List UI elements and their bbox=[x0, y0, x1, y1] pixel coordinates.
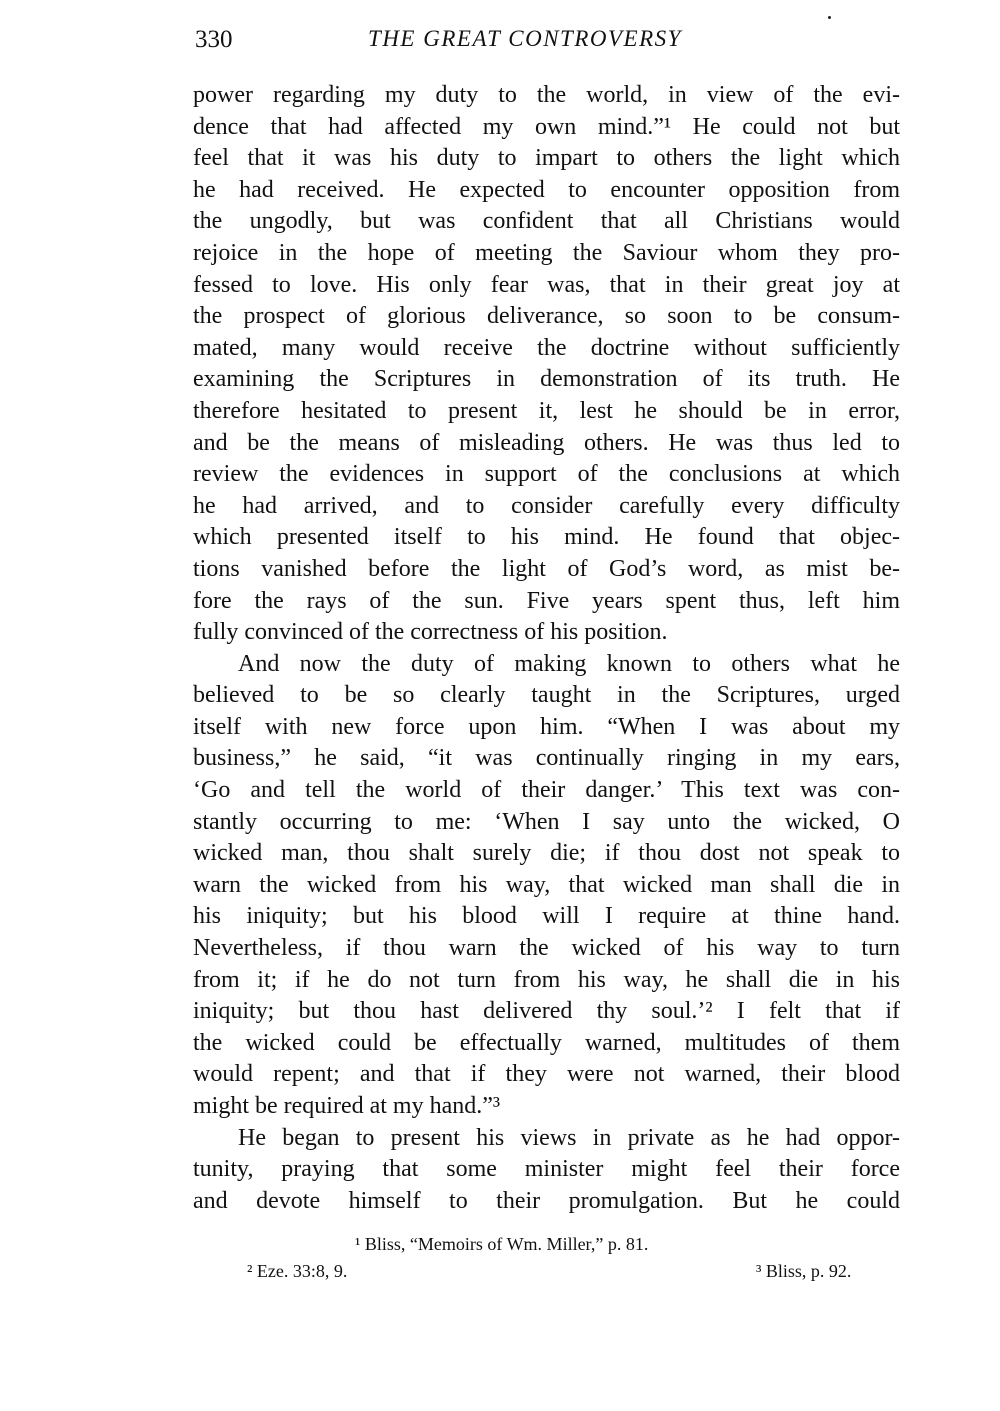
text-line: wicked man, thou shalt surely die; if thou dost not speak to bbox=[193, 840, 900, 867]
text-line: believed to be so clearly taught in the Scriptures, urged bbox=[193, 682, 900, 709]
text-line: rejoice in the hope of meeting the Saviour whom they pro- bbox=[193, 239, 900, 266]
running-title: THE GREAT CONTROVERSY bbox=[368, 26, 682, 51]
text-line: therefore hesitated to present it, lest he should be in error, bbox=[193, 397, 900, 424]
text-line: which presented itself to his mind. He found that objec- bbox=[193, 524, 900, 551]
text-line: the ungodly, but was confident that all Christians would bbox=[193, 208, 900, 235]
page-number: 330 bbox=[195, 26, 233, 53]
text-line: feel that it was his duty to impart to others the light which bbox=[193, 145, 900, 172]
text-line: he had received. He expected to encounter opposition from bbox=[193, 176, 900, 203]
text-line: his iniquity; but his blood will I require at thine hand. bbox=[193, 903, 900, 930]
text-line: he had arrived, and to consider carefully every difficulty bbox=[193, 492, 900, 519]
text-line: power regarding my duty to the world, in view of the evi- bbox=[193, 82, 900, 108]
text-line: dence that had affected my own mind.”¹ He could not but bbox=[193, 113, 900, 140]
paragraph bbox=[193, 1123, 900, 1218]
text-line: stantly occurring to me: ‘When I say unto the wicked, O bbox=[193, 808, 900, 835]
text-line: tions vanished before the light of God’s word, as mist be- bbox=[193, 555, 900, 582]
footnote-3: ³ Bliss, p. 92. bbox=[756, 1261, 852, 1281]
text-line: fully convinced of the correctness of his position. bbox=[193, 619, 668, 646]
text-line: mated, many would receive the doctrine without sufficiently bbox=[193, 334, 900, 361]
footnote-1: ¹ Bliss, “Memoirs of Wm. Miller,” p. 81. bbox=[355, 1234, 649, 1254]
text-line: the wicked could be effectually warned, multitudes of them bbox=[193, 1029, 900, 1056]
text-line: itself with new force upon him. “When I was about my bbox=[193, 713, 900, 740]
text-line: And now the duty of making known to others what he bbox=[238, 650, 900, 677]
text-line: and devote himself to their promulgation. But he could bbox=[193, 1187, 900, 1214]
body-text bbox=[193, 80, 900, 1217]
scan-speck bbox=[828, 16, 831, 19]
text-line: Nevertheless, if thou warn the wicked of his way to turn bbox=[193, 935, 900, 962]
text-line: would repent; and that if they were not warned, their blood bbox=[193, 1061, 900, 1088]
text-line: review the evidences in support of the conclusions at which bbox=[193, 461, 900, 488]
footnote-2: ² Eze. 33:8, 9. bbox=[247, 1261, 348, 1281]
text-line: He began to present his views in private as he had oppor- bbox=[238, 1124, 900, 1151]
text-line: fore the rays of the sun. Five years spent thus, left him bbox=[193, 587, 900, 614]
text-line: warn the wicked from his way, that wicked man shall die in bbox=[193, 871, 900, 898]
paragraph bbox=[193, 80, 900, 649]
text-line: might be required at my hand.”³ bbox=[193, 1093, 501, 1119]
text-line: the prospect of glorious deliverance, so soon to be consum- bbox=[193, 303, 900, 330]
text-line: ‘Go and tell the world of their danger.’ This text was con- bbox=[193, 777, 900, 804]
text-line: business,” he said, “it was continually ringing in my ears, bbox=[193, 745, 900, 772]
text-line: examining the Scriptures in demonstration of its truth. He bbox=[193, 366, 900, 393]
text-line: fessed to love. His only fear was, that in their great joy at bbox=[193, 271, 900, 298]
text-line: and be the means of misleading others. He was thus led to bbox=[193, 429, 900, 456]
text-line: from it; if he do not turn from his way, he shall die in his bbox=[193, 966, 900, 993]
text-line: iniquity; but thou hast delivered thy soul.’² I felt that if bbox=[193, 998, 900, 1025]
paragraph bbox=[193, 649, 900, 1123]
text-line: tunity, praying that some minister might feel their force bbox=[193, 1156, 900, 1183]
